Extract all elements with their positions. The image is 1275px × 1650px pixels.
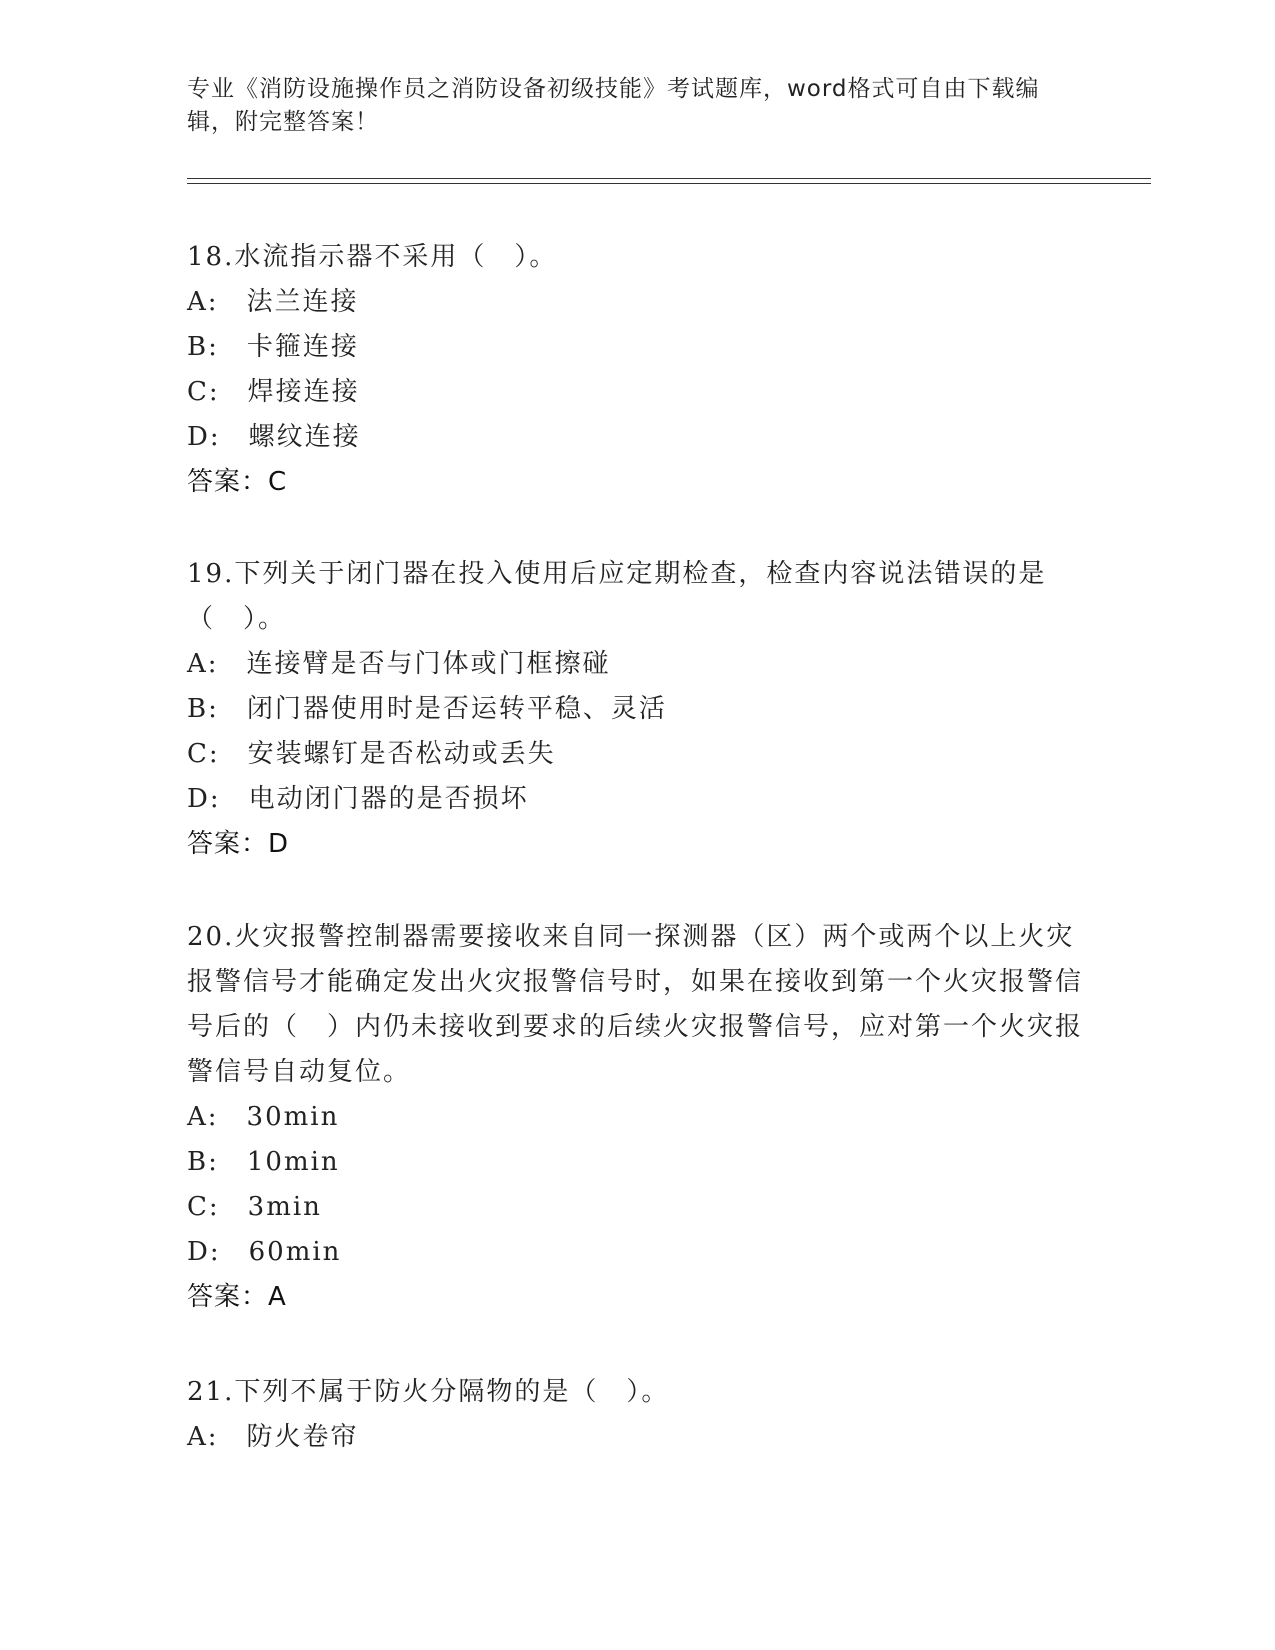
option-c: C: 3min bbox=[187, 1192, 322, 1222]
option-d: D: 螺纹连接 bbox=[187, 422, 361, 452]
question-20 bbox=[187, 915, 1087, 1320]
option-b: B: 闭门器使用时是否运转平稳、灵活 bbox=[187, 694, 667, 724]
option-c: C: 焊接连接 bbox=[187, 377, 360, 407]
question-text: 20.火灾报警控制器需要接收来自同一探测器（区）两个或两个以上火灾报警信号才能确定发出火灾报警信号时，如果在接收到第一个火灾报警信号后的（ ）内仍未接收到要求的后续火灾报警信号，应对第一个火灾报警信号自动复位。 bbox=[187, 922, 1084, 1087]
answer: 答案：A bbox=[187, 1282, 287, 1312]
question-text: 19.下列关于闭门器在投入使用后应定期检查，检查内容说法错误的是（ ）。 bbox=[187, 559, 1047, 634]
option-a: A: 防火卷帘 bbox=[187, 1422, 359, 1452]
question-19 bbox=[187, 552, 1087, 867]
question-text: 18.水流指示器不采用（ ）。 bbox=[187, 242, 558, 272]
option-d: D: 电动闭门器的是否损坏 bbox=[187, 784, 529, 814]
question-21 bbox=[187, 1370, 1087, 1460]
option-b: B: 卡箍连接 bbox=[187, 332, 359, 362]
header-divider-bottom bbox=[187, 183, 1151, 184]
header-divider-top bbox=[187, 178, 1151, 179]
document-header: 专业《消防设施操作员之消防设备初级技能》考试题库，word格式可自由下载编辑，附完整答案！ bbox=[187, 76, 1040, 135]
answer: 答案：C bbox=[187, 467, 288, 497]
question-18 bbox=[187, 235, 1087, 505]
option-a: A: 30min bbox=[187, 1102, 340, 1132]
answer: 答案：D bbox=[187, 829, 290, 859]
option-a: A: 法兰连接 bbox=[187, 287, 359, 317]
option-a: A: 连接臂是否与门体或门框擦碰 bbox=[187, 649, 611, 679]
option-d: D: 60min bbox=[187, 1237, 342, 1267]
question-text: 21.下列不属于防火分隔物的是（ ）。 bbox=[187, 1377, 670, 1407]
option-c: C: 安装螺钉是否松动或丢失 bbox=[187, 739, 556, 769]
option-b: B: 10min bbox=[187, 1147, 340, 1177]
